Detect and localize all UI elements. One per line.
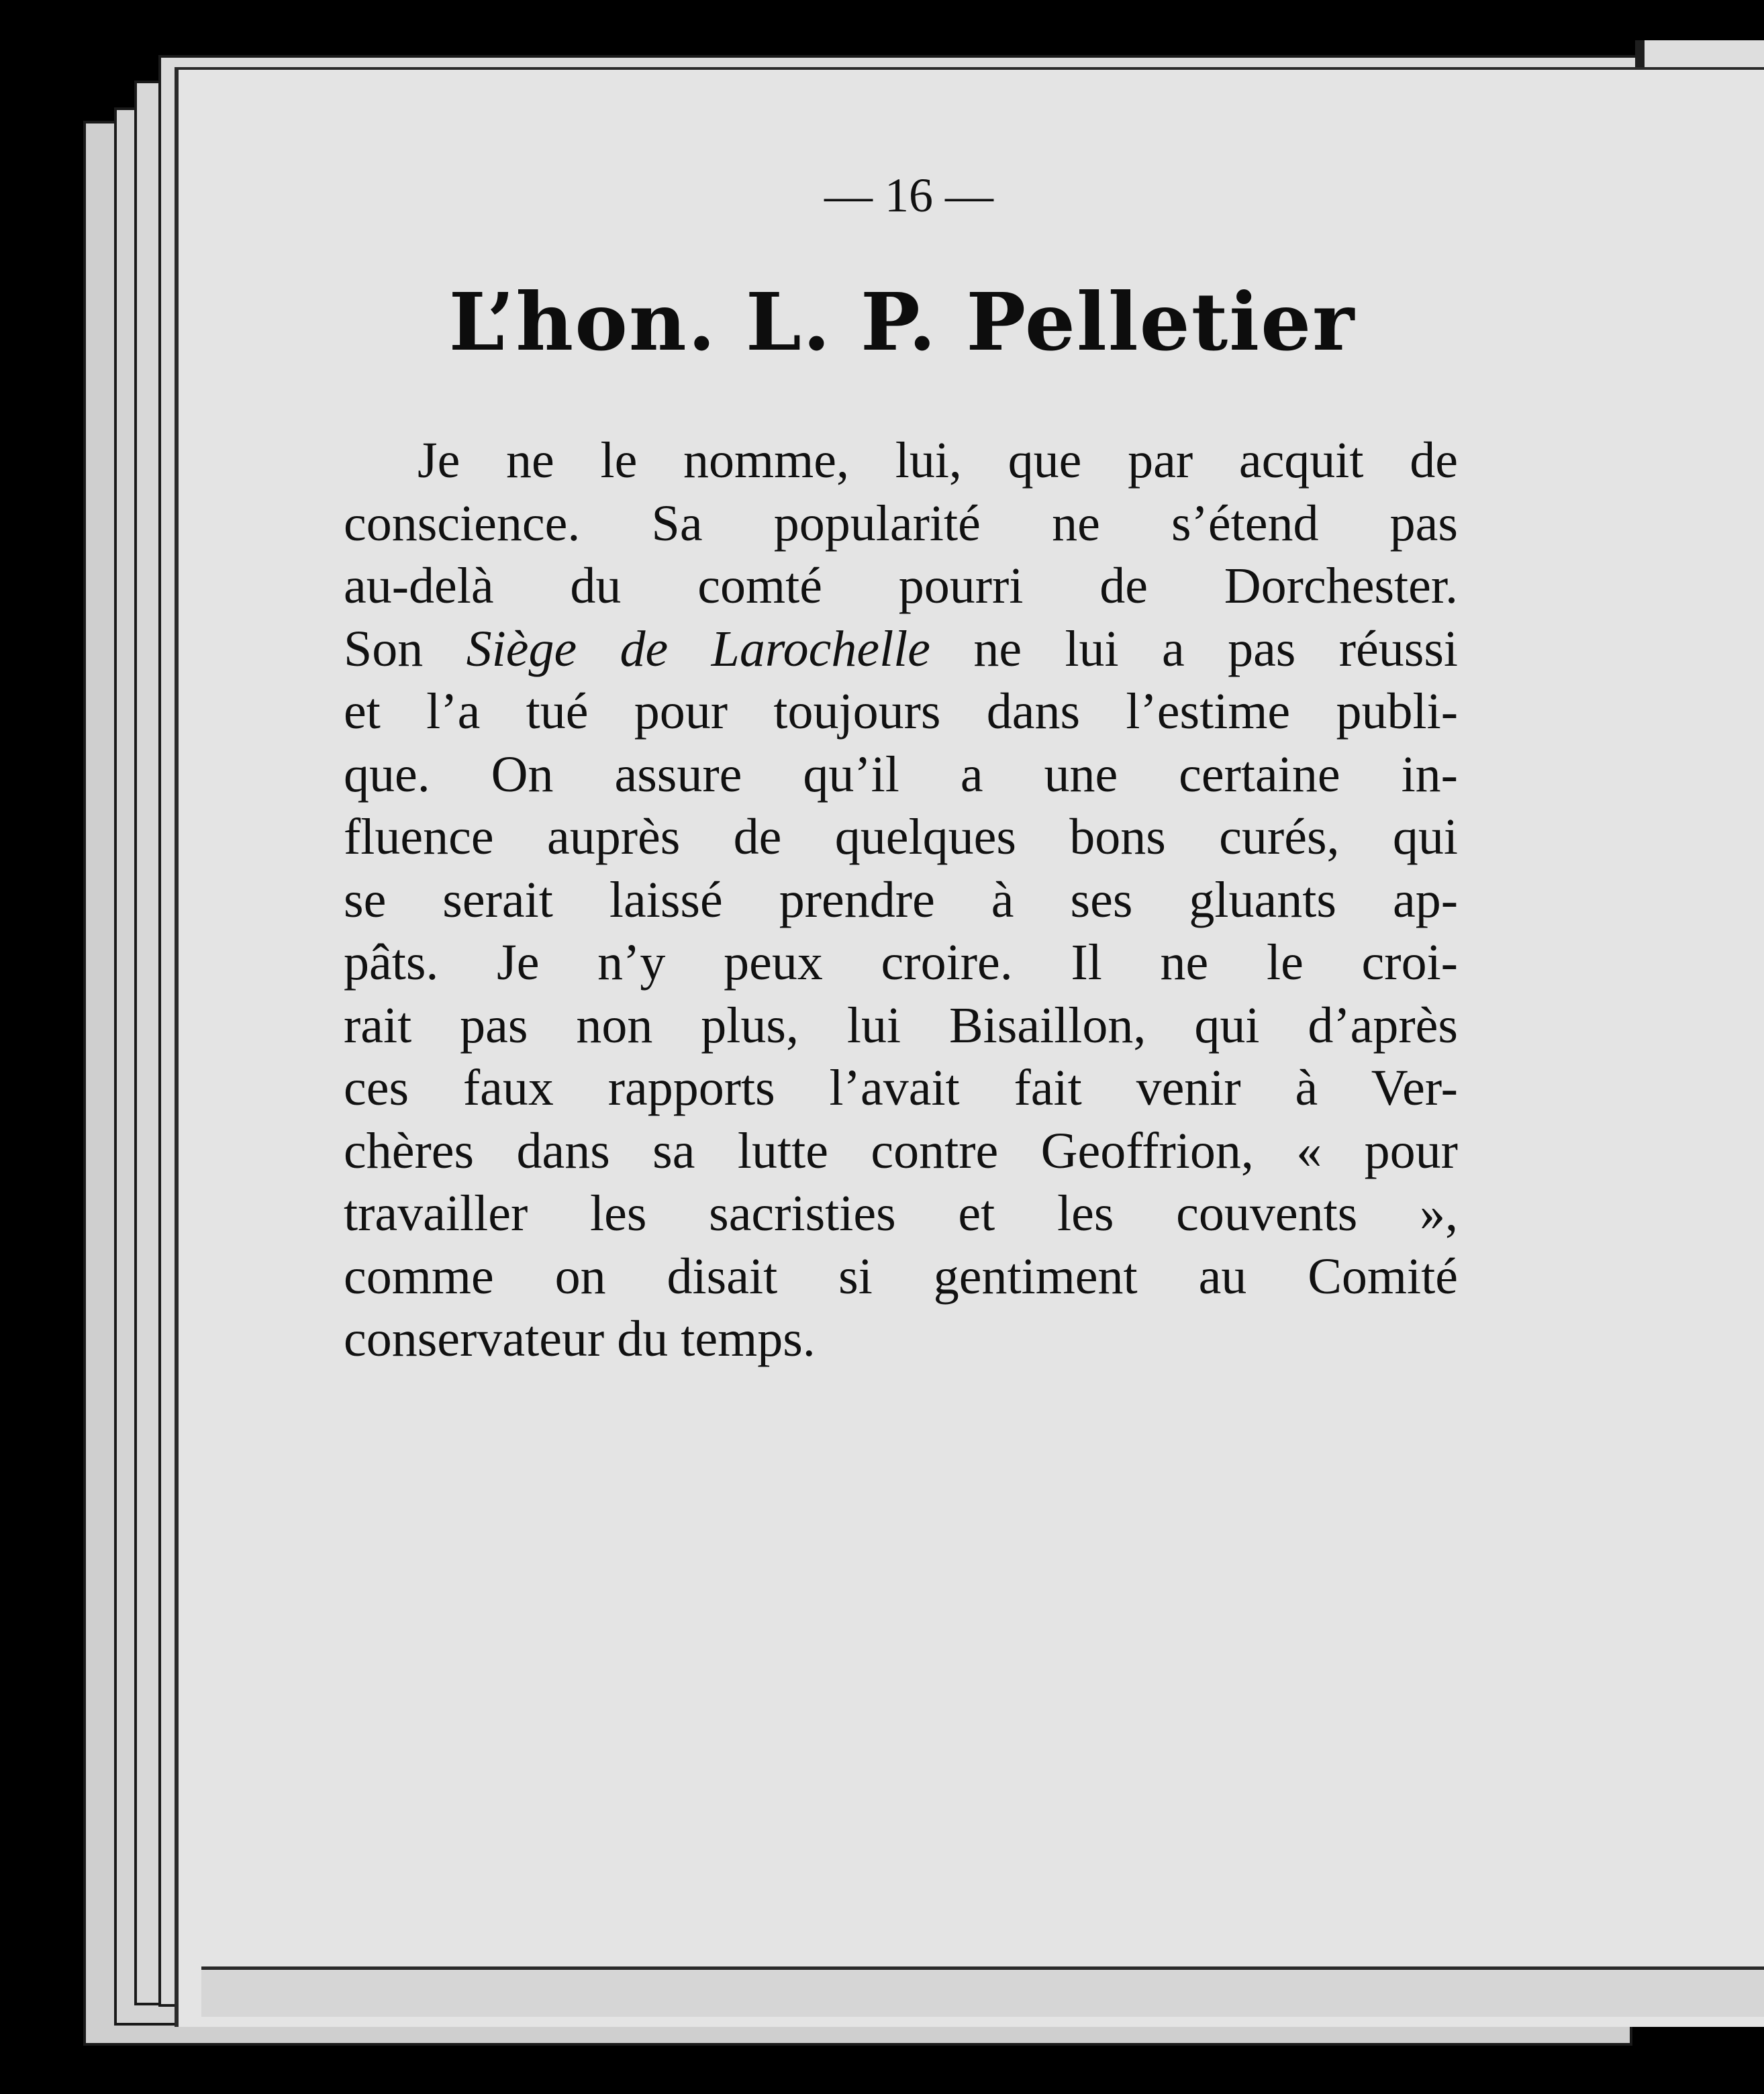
text-line: se serait laissé prendre à ses gluants ap-: [344, 871, 1458, 928]
book-title-italic: Siège de Larochelle: [466, 620, 931, 677]
text-line: ces faux rapports l’avait fait venir à Ver-: [344, 1060, 1458, 1116]
text-line: fluence auprès de quelques bons curés, qui: [344, 809, 1458, 865]
text-line: rait pas non plus, lui Bisaillon, qui d’après: [344, 997, 1458, 1054]
page-title: L’hon. L. P. Pelletier: [448, 275, 1356, 368]
text-line: pâts. Je n’y peux croire. Il ne le croi-: [344, 934, 1458, 991]
text-line: conservateur du temps.: [344, 1311, 816, 1367]
text-line: comme on disait si gentiment au Comité: [344, 1248, 1458, 1305]
page-number: — 16 —: [824, 168, 993, 222]
text-line: et l’a tué pour toujours dans l’estime publi-: [344, 683, 1458, 740]
text-line: au-delà du comté pourri de Dorchester.: [344, 558, 1458, 614]
text-line: Son Siège de Larochelle ne lui a pas réussi: [344, 620, 1459, 677]
body-paragraph: [344, 430, 1458, 1371]
text-line: conscience. Sa popularité ne s’étend pas: [344, 495, 1458, 552]
text-line: que. On assure qu’il a une certaine in-: [344, 746, 1458, 803]
text-line: chères dans sa lutte contre Geoffrion, « pour: [344, 1122, 1458, 1179]
page-bottom-edge: [201, 1966, 1764, 2017]
text-line: Je ne le nomme, lui, que par acquit de: [418, 432, 1458, 489]
text-line: travailler les sacristies et les couvents »,: [344, 1185, 1458, 1242]
